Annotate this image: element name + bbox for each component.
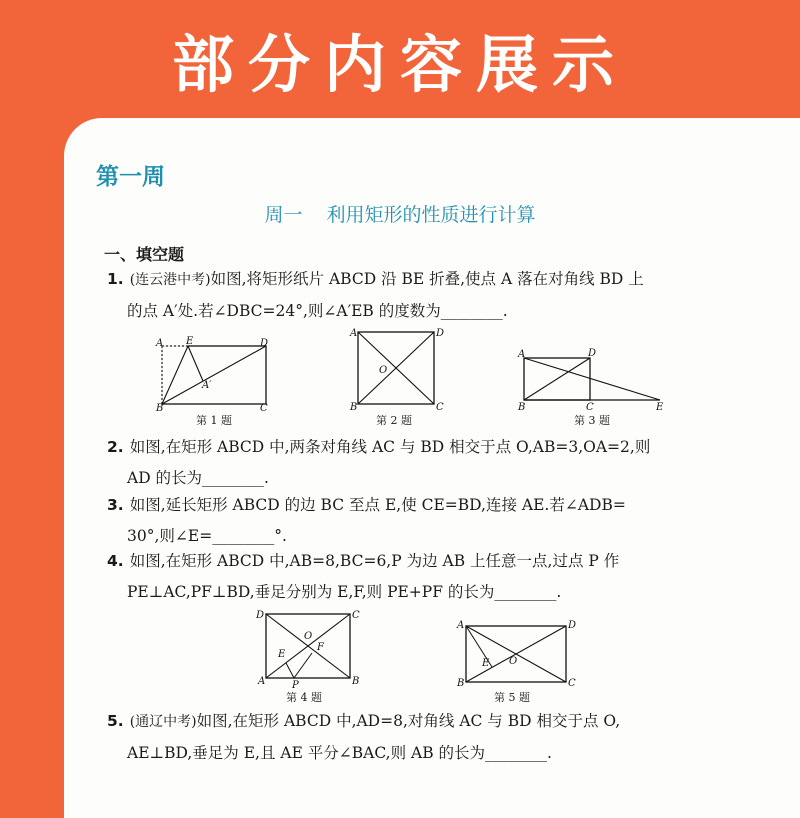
label-A: A xyxy=(350,328,358,339)
question-text-line1: 如图,在矩形 ABCD 中,AD=8,对角线 AC 与 BD 相交于点 O, xyxy=(196,712,621,730)
lesson-subtitle xyxy=(0,200,800,227)
label-D: D xyxy=(436,328,444,339)
figure-5 xyxy=(454,614,576,690)
figure-1 xyxy=(154,336,276,412)
question-number: 5. xyxy=(107,712,124,730)
figure-5-caption: 第 5 题 xyxy=(494,691,530,704)
question-3 xyxy=(107,490,707,552)
label-E: E xyxy=(278,649,286,660)
label-D: D xyxy=(260,338,269,349)
label-B: B xyxy=(457,678,465,689)
label-O: O xyxy=(379,365,388,376)
label-E: E xyxy=(656,402,664,412)
figure-2-caption: 第 2 题 xyxy=(376,414,412,427)
figure-3-caption: 第 3 题 xyxy=(574,414,610,427)
figure-3 xyxy=(514,344,670,412)
question-5 xyxy=(107,706,707,769)
label-E: E xyxy=(186,336,194,347)
label-O: O xyxy=(509,656,518,667)
label-O: O xyxy=(304,631,313,642)
lesson-day: 周一 xyxy=(264,204,303,226)
question-text-line2: 30°,则∠E=________°. xyxy=(127,527,287,545)
question-source: (通辽中考) xyxy=(129,714,197,730)
question-text-line1: 如图,在矩形 ABCD 中,两条对角线 AC 与 BD 相交于点 O,AB=3,OA=2,则 xyxy=(129,438,651,456)
label-B: B xyxy=(156,403,164,412)
label-D: D xyxy=(588,348,597,359)
label-A: A xyxy=(457,620,465,631)
figure-4 xyxy=(252,604,364,692)
question-number: 4. xyxy=(107,552,124,570)
label-F: F xyxy=(317,642,324,653)
label-B: B xyxy=(350,402,358,412)
label-E: E xyxy=(482,658,490,669)
label-C: C xyxy=(568,678,576,689)
question-text-line1: 如图,在矩形 ABCD 中,AB=8,BC=6,P 为边 AB 上任意一点,过点 P 作 xyxy=(129,552,620,570)
week-heading: 第一周 xyxy=(96,164,165,190)
question-text-line2: PE⊥AC,PF⊥BD,垂足分别为 E,F,则 PE+PF 的长为________. xyxy=(127,583,562,601)
question-source: (连云港中考) xyxy=(129,272,211,288)
question-2 xyxy=(107,432,707,494)
question-text-line2: AE⊥BD,垂足为 E,且 AE 平分∠BAC,则 AB 的长为________. xyxy=(127,744,552,762)
label-B: B xyxy=(352,676,360,687)
label-C: C xyxy=(586,402,594,412)
section-heading: 一、填空题 xyxy=(104,245,185,264)
label-D: D xyxy=(568,620,576,631)
figure-1-caption: 第 1 题 xyxy=(196,414,232,427)
question-number: 1. xyxy=(107,270,124,288)
label-A-prime: A′ xyxy=(202,380,212,391)
question-number: 2. xyxy=(107,438,124,456)
lesson-topic: 利用矩形的性质进行计算 xyxy=(326,204,536,226)
question-1 xyxy=(107,264,707,327)
label-A: A xyxy=(156,338,164,349)
label-A: A xyxy=(258,676,266,687)
question-text-line2: AD 的长为________. xyxy=(127,469,269,487)
label-C: C xyxy=(260,403,268,412)
question-text-line1: 如图,将矩形纸片 ABCD 沿 BE 折叠,使点 A 落在对角线 BD 上 xyxy=(210,270,644,288)
figure-2 xyxy=(346,324,444,412)
banner-title: 部分内容展示 xyxy=(171,27,628,101)
label-C: C xyxy=(436,402,444,412)
question-text-line2: 的点 A′处.若∠DBC=24°,则∠A′EB 的度数为________. xyxy=(127,302,508,320)
label-P: P xyxy=(292,680,299,691)
question-4 xyxy=(107,546,707,608)
question-text-line1: 如图,延长矩形 ABCD 的边 BC 至点 E,使 CE=BD,连接 AE.若∠ADB= xyxy=(129,496,626,514)
label-C: C xyxy=(352,610,360,621)
label-B: B xyxy=(518,402,526,412)
label-D: D xyxy=(256,610,265,621)
banner xyxy=(0,0,800,118)
label-A: A xyxy=(518,349,526,360)
question-number: 3. xyxy=(107,496,124,514)
figure-4-caption: 第 4 题 xyxy=(286,691,322,704)
